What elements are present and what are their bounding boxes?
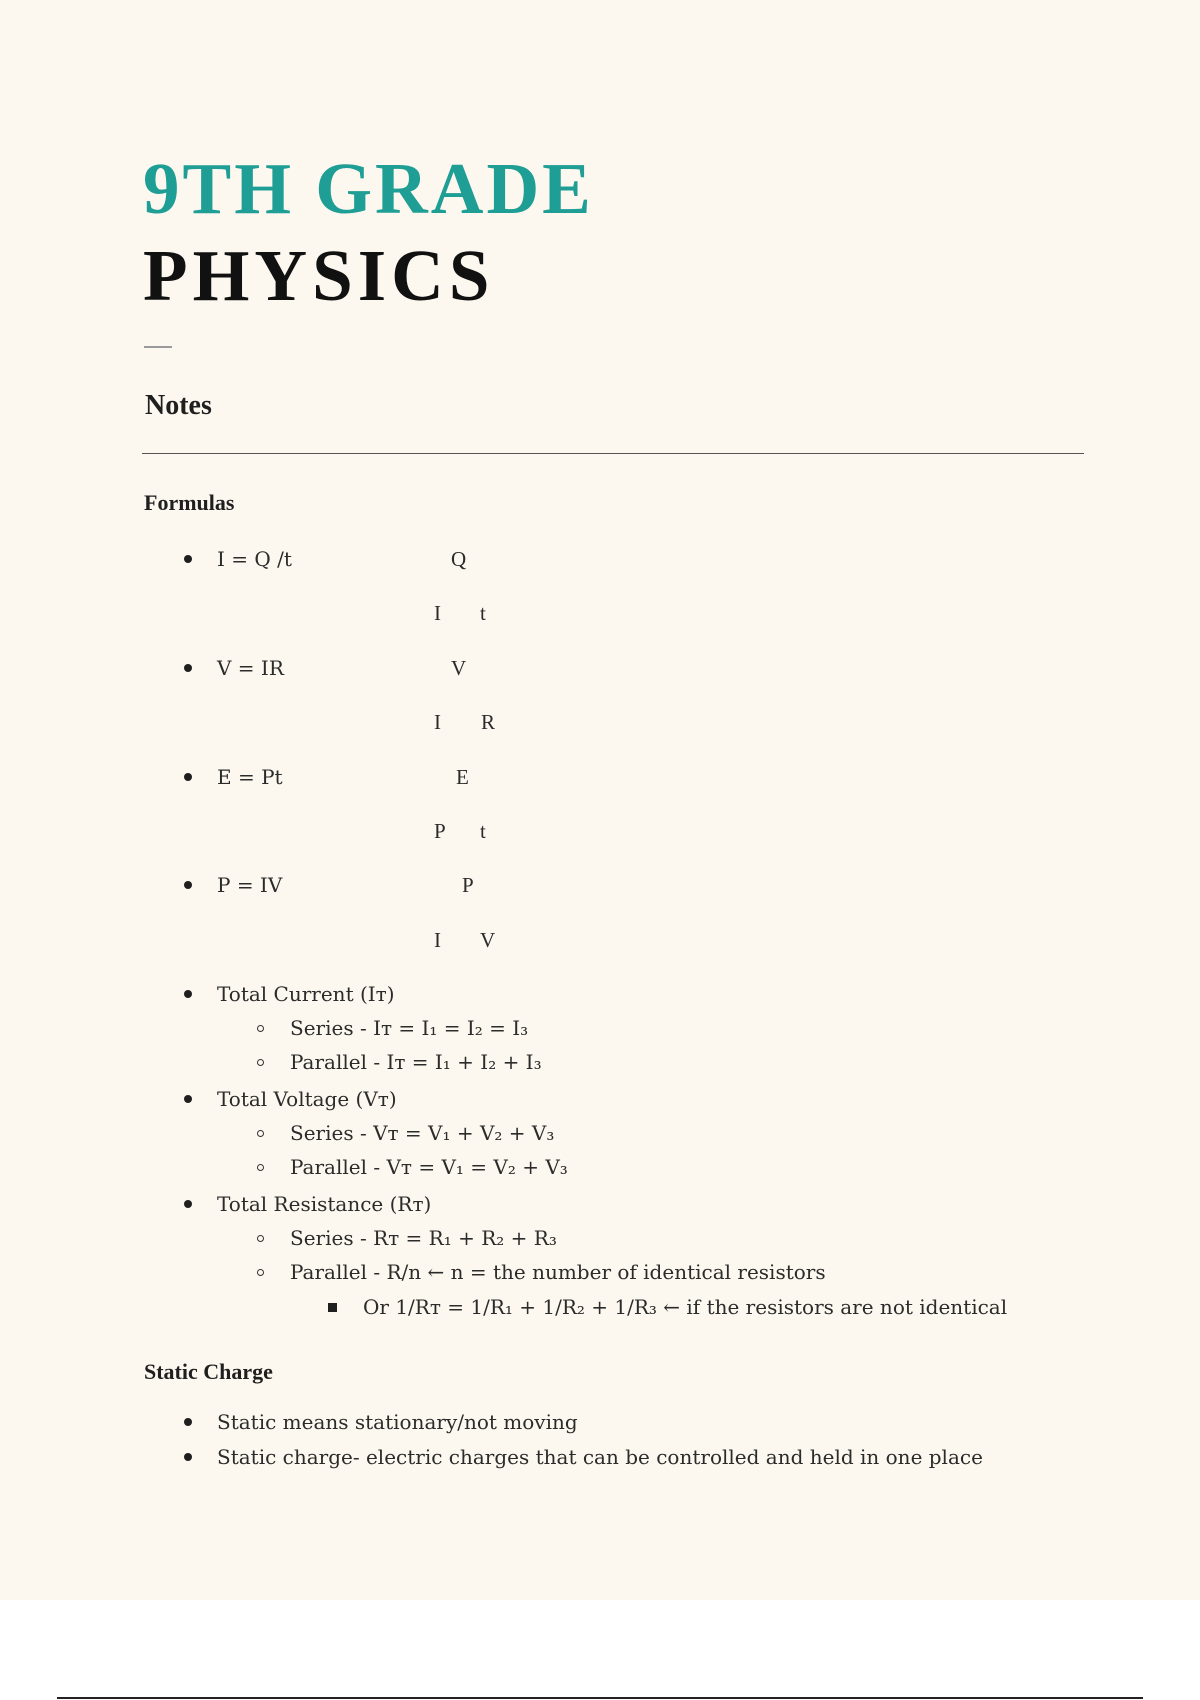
sub-list-item: Series - Vᴛ = V₁ + V₂ + V₃	[290, 1121, 555, 1145]
list-item: Total Current (Iᴛ)	[217, 982, 395, 1006]
title-line-2: PHYSICS	[143, 235, 495, 316]
formula-item: I = Q /t	[217, 547, 292, 571]
sub-list-item: Parallel - Vᴛ = V₁ = V₂ + V₃	[290, 1155, 568, 1179]
sub-sub-list-item: Or 1/Rᴛ = 1/R₁ + 1/R₂ + 1/R₃ ← if the resistors are not identical	[363, 1295, 1008, 1319]
formula-item: E = Pt	[217, 765, 283, 789]
section-heading-static-charge: Static Charge	[144, 1359, 273, 1384]
triangle-left: I	[434, 928, 441, 952]
bullet-icon	[184, 1095, 192, 1103]
bullet-icon	[184, 1200, 192, 1208]
horizontal-rule	[142, 453, 1084, 454]
circle-bullet-icon	[257, 1269, 264, 1276]
triangle-top: Q	[451, 547, 467, 571]
title-line-1: 9TH GRADE	[143, 148, 594, 229]
bullet-icon	[184, 555, 192, 563]
formula-item: V = IR	[217, 656, 284, 680]
section-heading-formulas: Formulas	[144, 490, 235, 515]
sub-list-item: Parallel - Iᴛ = I₁ + I₂ + I₃	[290, 1050, 542, 1074]
list-item: Total Resistance (Rᴛ)	[217, 1192, 432, 1216]
triangle-right: t	[480, 819, 486, 843]
triangle-left: P	[434, 819, 446, 843]
triangle-right: R	[481, 710, 496, 734]
formula-item: P = IV	[217, 873, 283, 897]
square-bullet-icon	[328, 1303, 337, 1312]
bullet-icon	[184, 773, 192, 781]
triangle-left: I	[434, 601, 441, 625]
subtitle: Notes	[145, 390, 212, 421]
triangle-right: t	[480, 601, 486, 625]
list-item: Total Voltage (Vᴛ)	[217, 1087, 397, 1111]
triangle-top: E	[456, 765, 469, 789]
bullet-icon	[184, 990, 192, 998]
bullet-icon	[184, 1418, 192, 1426]
circle-bullet-icon	[257, 1130, 264, 1137]
title-dash-divider	[144, 346, 172, 348]
triangle-right: V	[480, 928, 496, 952]
list-item: Static charge- electric charges that can be controlled and held in one place	[217, 1445, 983, 1469]
triangle-top: V	[451, 656, 467, 680]
circle-bullet-icon	[257, 1059, 264, 1066]
bullet-icon	[184, 881, 192, 889]
list-item: Static means stationary/not moving	[217, 1410, 578, 1434]
circle-bullet-icon	[257, 1025, 264, 1032]
triangle-left: I	[434, 710, 441, 734]
footer-divider	[57, 1697, 1143, 1699]
sub-list-item: Series - Iᴛ = I₁ = I₂ = I₃	[290, 1016, 529, 1040]
circle-bullet-icon	[257, 1235, 264, 1242]
sub-list-item: Parallel - R/n ← n = the number of identical resistors	[290, 1260, 826, 1284]
bullet-icon	[184, 1453, 192, 1461]
sub-list-item: Series - Rᴛ = R₁ + R₂ + R₃	[290, 1226, 557, 1250]
circle-bullet-icon	[257, 1164, 264, 1171]
bullet-icon	[184, 664, 192, 672]
triangle-top: P	[462, 873, 474, 897]
